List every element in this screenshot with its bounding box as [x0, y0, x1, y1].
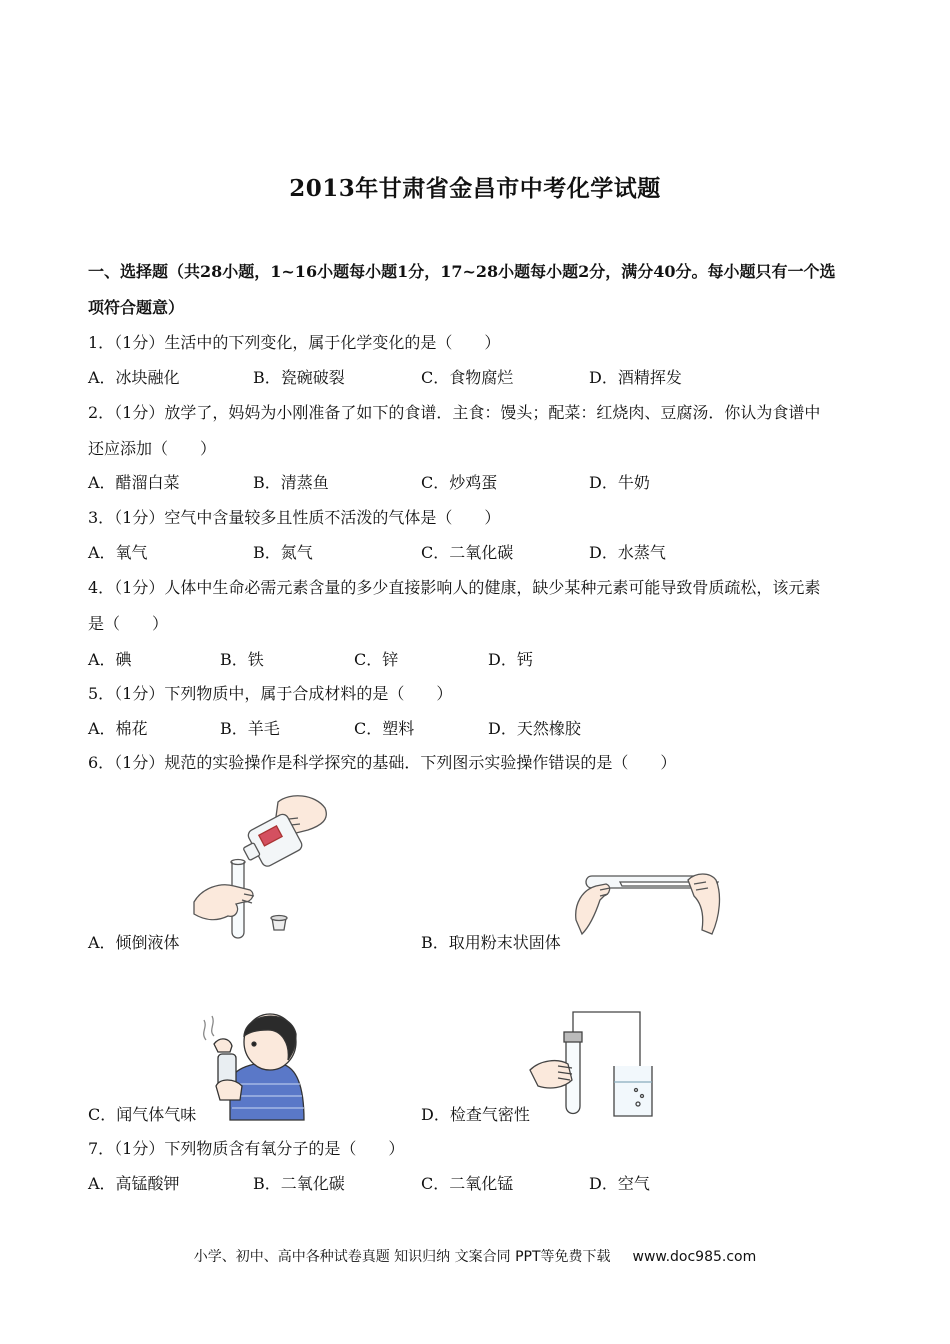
q4-option-a: A．碘: [88, 650, 132, 669]
q7-option-a: A．高锰酸钾: [88, 1174, 180, 1193]
section-heading-cont: 项符合题意）: [88, 298, 185, 317]
question-4-stem: 4．（1分）人体中生命必需元素含量的多少直接影响人的健康，缺少某种元素可能导致骨质疏松，该元素: [88, 578, 821, 597]
question-3-stem: 3．（1分）空气中含量较多且性质不活泼的气体是（ ）: [88, 508, 501, 527]
page-title: 2013年甘肃省金昌市中考化学试题: [289, 175, 661, 202]
q1-option-b: B．瓷碗破裂: [253, 368, 345, 387]
q4-option-d: D．钙: [488, 650, 533, 669]
q3-option-b: B．氮气: [253, 543, 313, 562]
question-5-stem: 5．（1分）下列物质中，属于合成材料的是（ ）: [88, 684, 453, 703]
question-4-stem-cont: 是（ ）: [88, 614, 169, 633]
airtightness-check-illustration: [528, 1008, 658, 1120]
q6-option-b: B．取用粉末状固体: [421, 933, 561, 952]
q5-option-c: C．塑料: [354, 719, 415, 738]
q5-option-a: A．棉花: [88, 719, 148, 738]
page-footer: [0, 1246, 950, 1266]
q6-option-d: D．检查气密性: [421, 1105, 530, 1124]
q4-option-b: B．铁: [220, 650, 264, 669]
q5-option-d: D．天然橡胶: [488, 719, 581, 738]
question-2-stem: 2．（1分）放学了，妈妈为小刚准备了如下的食谱．主食：馒头；配菜：红烧肉、豆腐汤．你认为食谱中: [88, 403, 821, 422]
q3-option-a: A．氧气: [88, 543, 148, 562]
footer-site-link[interactable]: www.doc985.com: [632, 1249, 757, 1265]
footer-text: 小学、初中、高中各种试卷真题 知识归纳 文案合同 PPT等免费下载: [193, 1249, 611, 1265]
q2-option-d: D．牛奶: [589, 473, 650, 492]
q7-option-b: B．二氧化碳: [253, 1174, 345, 1193]
q6-option-c: C．闻气体气味: [88, 1105, 197, 1124]
q5-option-b: B．羊毛: [220, 719, 280, 738]
smelling-gas-illustration: [190, 1000, 320, 1122]
question-1-stem: 1．（1分）生活中的下列变化，属于化学变化的是（ ）: [88, 333, 501, 352]
q3-option-d: D．水蒸气: [589, 543, 666, 562]
question-2-stem-cont: 还应添加（ ）: [88, 439, 217, 458]
q2-option-a: A．醋溜白菜: [88, 473, 180, 492]
q1-option-a: A．冰块融化: [88, 368, 180, 387]
q2-option-c: C．炒鸡蛋: [421, 473, 498, 492]
q6-option-a: A．倾倒液体: [88, 933, 180, 952]
q7-option-d: D．空气: [589, 1174, 650, 1193]
q1-option-c: C．食物腐烂: [421, 368, 514, 387]
section-heading: 一、选择题（共28小题，1~16小题每小题1分，17~28小题每小题2分，满分40分。每小题只有一个选: [88, 262, 836, 281]
pouring-liquid-illustration: [180, 790, 340, 945]
q7-option-c: C．二氧化锰: [421, 1174, 514, 1193]
q2-option-b: B．清蒸鱼: [253, 473, 329, 492]
powder-solid-illustration: [570, 860, 730, 940]
q1-option-d: D．酒精挥发: [589, 368, 682, 387]
question-6-stem: 6．（1分）规范的实验操作是科学探究的基础．下列图示实验操作错误的是（ ）: [88, 753, 677, 772]
q4-option-c: C．锌: [354, 650, 399, 669]
q3-option-c: C．二氧化碳: [421, 543, 514, 562]
question-7-stem: 7．（1分）下列物质含有氧分子的是（ ）: [88, 1139, 405, 1158]
